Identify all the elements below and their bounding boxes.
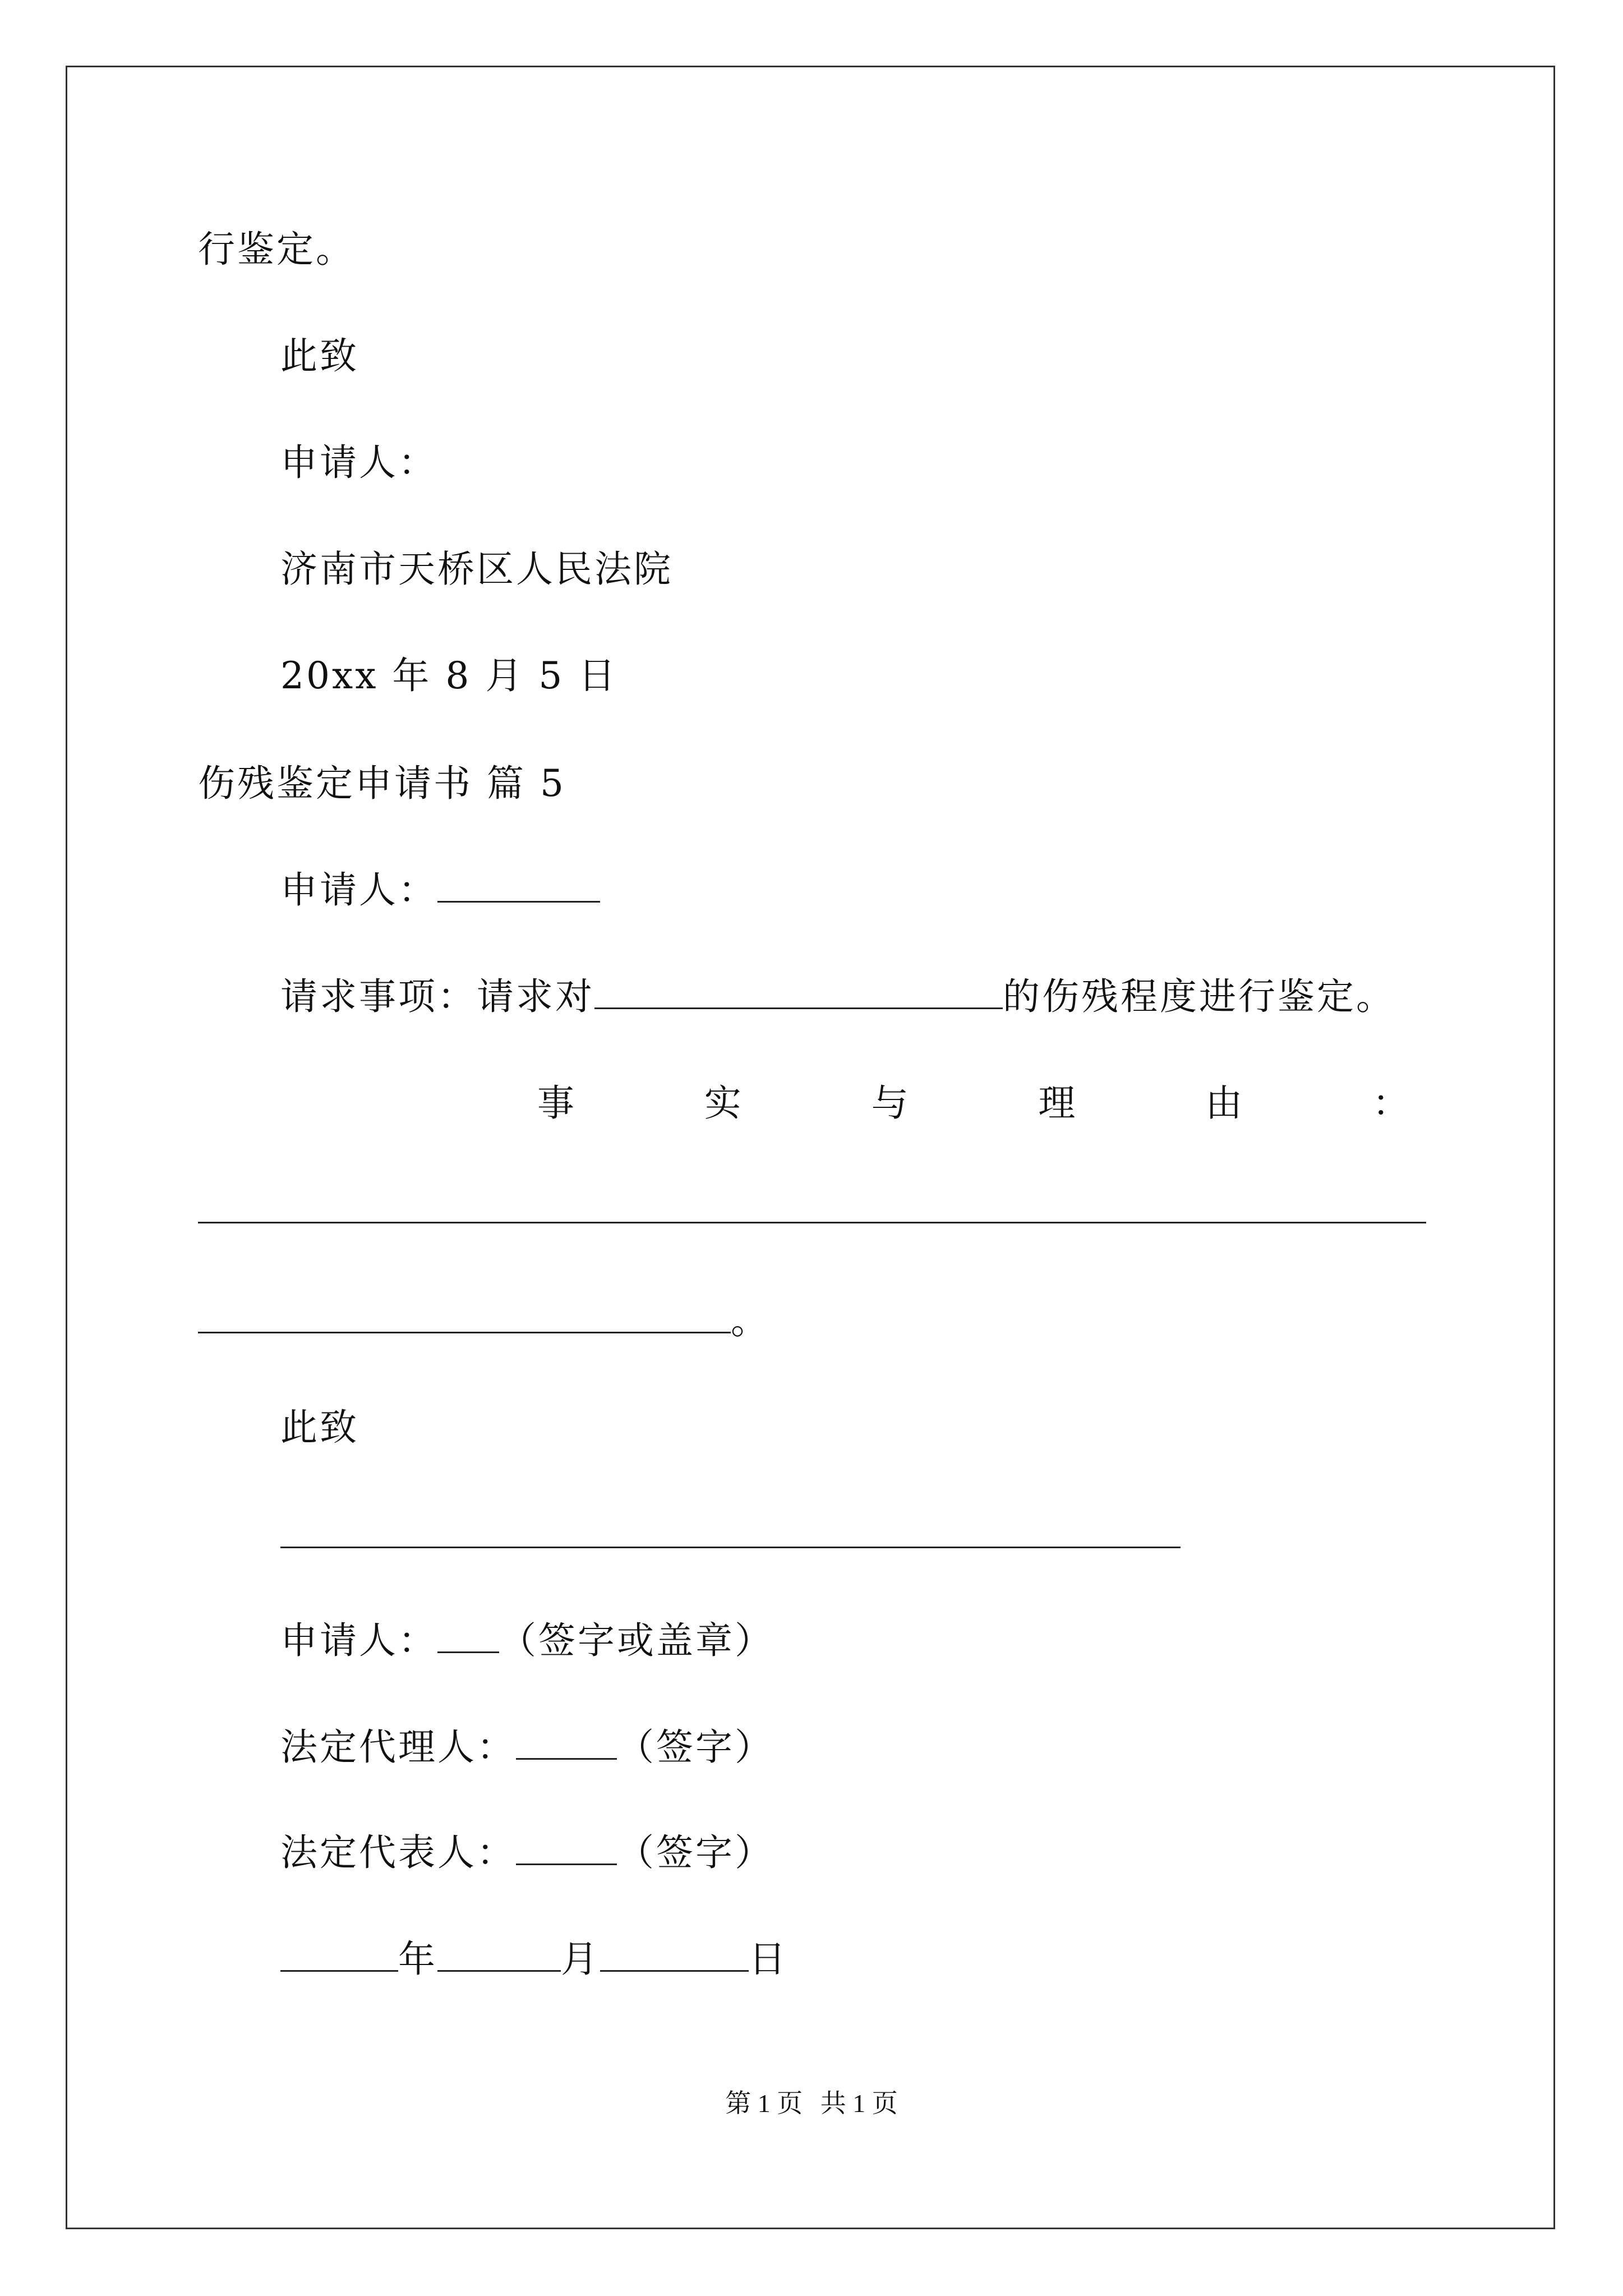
- legal-agent-line: [280, 1722, 774, 1773]
- page-footer: [0, 2087, 1623, 2120]
- request-item-line: [280, 972, 1395, 1022]
- page-total: 共 1 页: [820, 2089, 898, 2118]
- legal-representative-note: （签字）: [617, 1831, 774, 1874]
- facts-heading-char: 由: [1205, 1082, 1243, 1125]
- applicant-signature-label: 申请人：: [280, 1619, 437, 1662]
- court-name: 济南市天桥区人民法院: [280, 547, 673, 591]
- applicant-field-label: 申请人：: [280, 868, 437, 912]
- facts-blank-line-1: [198, 1222, 1426, 1223]
- facts-heading-char: 事: [537, 1082, 574, 1125]
- day-blank: [600, 1935, 749, 1972]
- applicant-field: [280, 865, 600, 915]
- applicant-signature-blank: [437, 1617, 499, 1653]
- legal-representative-label: 法定代表人：: [280, 1831, 516, 1874]
- legal-representative-line: [280, 1828, 774, 1878]
- day-label: 日: [749, 1938, 788, 1981]
- recipient-blank-line: [280, 1547, 1181, 1548]
- year-label: 年: [398, 1938, 437, 1981]
- applicant-signature-line: [280, 1616, 774, 1666]
- legal-agent-blank: [516, 1723, 617, 1760]
- text-line-continuation: 行鉴定。: [198, 228, 355, 271]
- year-blank: [280, 1935, 398, 1972]
- applicant-signature-note: （签字或盖章）: [499, 1619, 774, 1662]
- page-frame: [66, 66, 1555, 2229]
- facts-heading: [537, 1078, 1409, 1129]
- request-subject-blank: [594, 973, 1003, 1009]
- request-suffix: 的伤残程度进行鉴定。: [1003, 975, 1395, 1018]
- salutation-text-2: 此致: [280, 1406, 359, 1449]
- facts-heading-char: 理: [1038, 1082, 1076, 1125]
- legal-representative-blank: [516, 1829, 617, 1865]
- facts-heading-char: ：: [1372, 1082, 1409, 1125]
- facts-blank-line-2: [198, 1296, 770, 1346]
- applicant-label: 申请人：: [280, 441, 437, 484]
- section-title: 伤残鉴定申请书 篇 5: [198, 762, 566, 805]
- facts-end-mark: 。: [731, 1299, 770, 1342]
- page-number: 第 1 页: [725, 2089, 803, 2118]
- request-prefix: 请求事项：请求对: [280, 975, 594, 1018]
- facts-blank: [198, 1297, 731, 1333]
- legal-agent-label: 法定代理人：: [280, 1726, 516, 1769]
- month-blank: [437, 1935, 561, 1972]
- facts-heading-char: 实: [704, 1082, 741, 1125]
- date-line: 20xx 年 8 月 5 日: [280, 654, 618, 697]
- applicant-blank: [437, 866, 600, 903]
- salutation-text: 此致: [280, 334, 359, 378]
- facts-heading-char: 与: [871, 1082, 909, 1125]
- legal-agent-note: （签字）: [617, 1726, 774, 1769]
- date-blank-line: [280, 1934, 788, 1985]
- month-label: 月: [561, 1938, 600, 1981]
